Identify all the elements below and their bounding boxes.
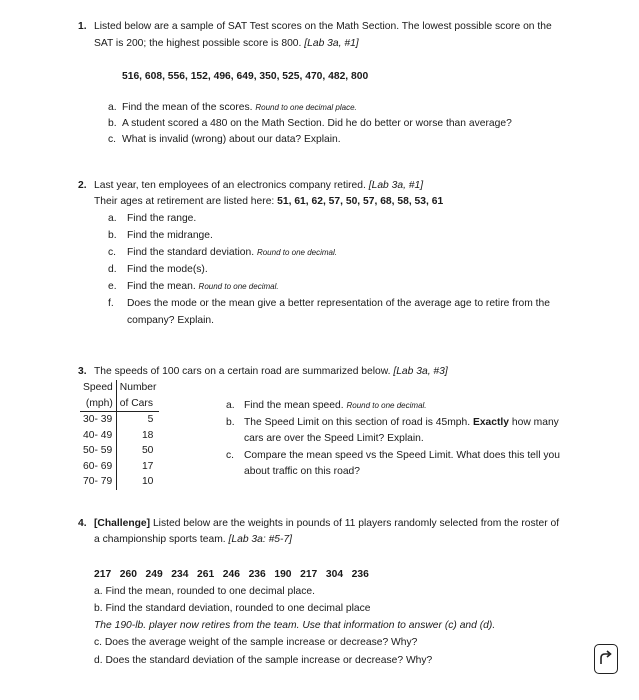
q4-note: The 190-lb. player now retires from the team. Use that information to answer (c) and (d). <box>94 620 496 631</box>
table-header-cars: of Cars <box>116 396 159 412</box>
table-cell-speed: 40- 49 <box>80 428 116 444</box>
q3-c-label: c. <box>226 450 235 461</box>
share-arrow-icon <box>595 645 616 672</box>
table-row <box>80 412 159 428</box>
table-header-number: Number <box>119 382 157 394</box>
q2-c: Find the standard deviation. Round to one decimal. <box>127 247 338 258</box>
table-row <box>80 428 159 444</box>
table-row <box>80 443 159 459</box>
table-row <box>80 474 159 490</box>
q1-a: Find the mean of the scores. Round to one decimal place. <box>122 102 357 113</box>
q2-line1: Last year, ten employees of an electronics company retired. [Lab 3a, #1] <box>94 180 424 191</box>
q3-line1: The speeds of 100 cars on a certain road are summarized below. [Lab 3a, #3] <box>94 366 448 377</box>
table-cell-count: 10 <box>141 476 154 488</box>
q1-data: 516, 608, 556, 152, 496, 649, 350, 525, 470, 482, 800 <box>122 71 369 82</box>
q4-number: 4. <box>78 518 87 529</box>
table-cell-count: 17 <box>141 460 154 472</box>
q1-a-label: a. <box>108 102 117 113</box>
table-cell-count: 5 <box>147 414 154 426</box>
q2-b: Find the midrange. <box>127 230 213 241</box>
q3-a: Find the mean speed. Round to one decimal. <box>244 400 427 411</box>
table-header-row <box>80 380 159 396</box>
q2-e-label: e. <box>108 281 117 292</box>
share-icon[interactable] <box>594 644 618 674</box>
table-cell-count: 18 <box>141 429 154 441</box>
q1-c-label: c. <box>108 134 117 145</box>
q3-number: 3. <box>78 366 87 377</box>
q2-f-line2: company? Explain. <box>127 315 215 326</box>
q4-d: d. Does the standard deviation of the sample increase or decrease? Why? <box>94 655 433 666</box>
table-cell-speed: 70- 79 <box>80 474 116 490</box>
q3-a-label: a. <box>226 400 235 411</box>
table-header-mph: (mph) <box>80 396 116 412</box>
table-cell-speed: 50- 59 <box>80 443 116 459</box>
q1-c: What is invalid (wrong) about our data? Explain. <box>122 134 341 145</box>
q3-b-line1: The Speed Limit on this section of road is 45mph. Exactly how many <box>244 417 559 428</box>
q3-c-line1: Compare the mean speed vs the Speed Limit. What does this tell you <box>244 450 560 461</box>
q1-number: 1. <box>78 21 87 32</box>
q1-b: A student scored a 480 on the Math Section. Did he do better or worse than average? <box>122 118 512 129</box>
q4-a: a. Find the mean, rounded to one decimal place. <box>94 586 315 597</box>
q2-e: Find the mean. Round to one decimal. <box>127 281 279 292</box>
q1-line1: Listed below are a sample of SAT Test scores on the Math Section. The lowest possible score on the <box>94 21 552 32</box>
q1-line2: SAT is 200; the highest possible score is 800. [Lab 3a, #1] <box>94 38 359 49</box>
q2-f-label: f. <box>108 298 114 309</box>
q4-c: c. Does the average weight of the sample increase or decrease? Why? <box>94 637 418 648</box>
speed-table <box>80 380 159 490</box>
q2-f-line1: Does the mode or the mean give a better representation of the average age to retire from the <box>127 298 550 309</box>
q4-b: b. Find the standard deviation, rounded to one decimal place <box>94 603 371 614</box>
q3-b-label: b. <box>226 417 235 428</box>
q2-a-label: a. <box>108 213 117 224</box>
q2-number: 2. <box>78 180 87 191</box>
q3-c-line2: about traffic on this road? <box>244 466 361 477</box>
q4-line1: [Challenge] Listed below are the weights in pounds of 11 players randomly selected from the roster of <box>94 518 560 529</box>
q2-d: Find the mode(s). <box>127 264 208 275</box>
q3-b-line2: cars are over the Speed Limit? Explain. <box>244 433 424 444</box>
q2-line2: Their ages at retirement are listed here: 51, 61, 62, 57, 50, 57, 68, 58, 53, 61 <box>94 196 444 207</box>
table-cell-speed: 30- 39 <box>80 412 116 428</box>
table-row <box>80 459 159 475</box>
q2-d-label: d. <box>108 264 117 275</box>
table-cell-count: 50 <box>141 445 154 457</box>
table-cell-speed: 60- 69 <box>80 459 116 475</box>
q2-b-label: b. <box>108 230 117 241</box>
q1-b-label: b. <box>108 118 117 129</box>
q4-data: 217 260 249 234 261 246 236 190 217 304 236 <box>94 569 369 580</box>
q2-a: Find the range. <box>127 213 197 224</box>
table-header-speed: Speed <box>80 380 116 396</box>
q2-c-label: c. <box>108 247 117 258</box>
q4-line2: a championship sports team. [Lab 3a: #5-7] <box>94 534 293 545</box>
table-header-row <box>80 396 159 412</box>
